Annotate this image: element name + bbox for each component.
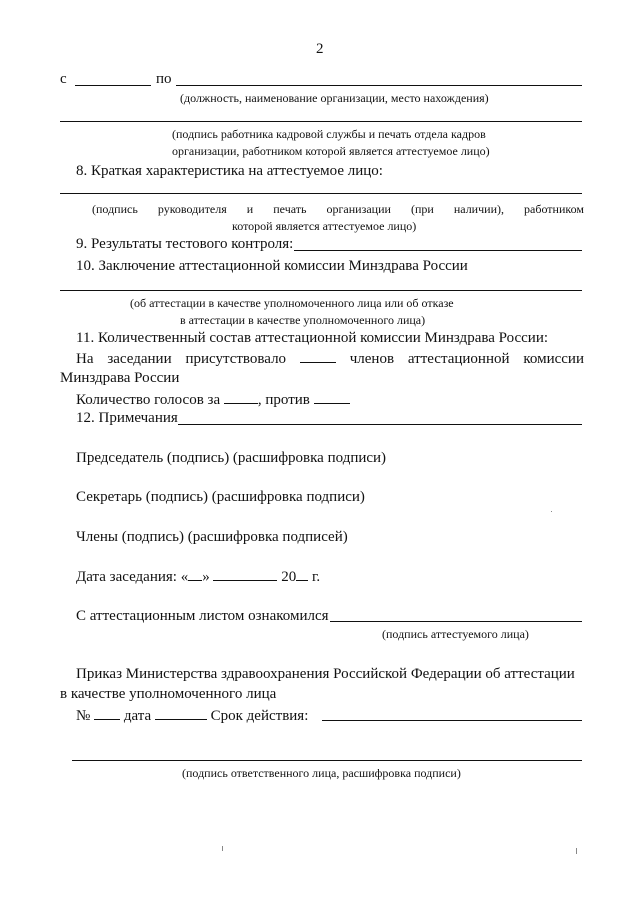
attended-line [76, 349, 584, 368]
position-field[interactable] [176, 85, 582, 86]
order-line1: Приказ Министерства здравоохранения Российской Федерации об аттестации [76, 666, 575, 682]
order-validity-field[interactable] [322, 720, 582, 721]
item-12-heading: 12. Примечания [76, 410, 178, 426]
votes-line [76, 390, 350, 409]
period-from-field[interactable] [75, 85, 151, 86]
caption-conclusion-line2: в аттестации в качестве уполномоченного лица) [180, 313, 426, 327]
order-line2: в качестве уполномоченного лица [60, 686, 277, 702]
secretary-signature: Секретарь (подпись) (расшифровка подписи) [76, 489, 365, 505]
characteristic-field[interactable] [60, 193, 582, 194]
scan-speck [222, 846, 223, 851]
caption-conclusion-line1: (об аттестации в качестве уполномоченного лица или об отказе [130, 296, 454, 310]
meeting-date-label: Дата заседания: « [76, 569, 189, 585]
page-number: 2 [316, 41, 324, 57]
meeting-year-suffix: г. [311, 569, 321, 585]
caption-head-word: (при [410, 202, 434, 216]
attended-word: На [76, 351, 94, 367]
meeting-date-close: » [202, 569, 210, 585]
meeting-year-prefix: 20 [281, 569, 297, 585]
responsible-signature-field[interactable] [72, 760, 582, 761]
attended-line2: Минздрава России [60, 370, 180, 386]
acquainted-signature-field[interactable] [330, 621, 582, 622]
caption-head-word: печать [273, 202, 307, 216]
acquainted-label: С аттестационным листом ознакомился [76, 608, 329, 624]
caption-head-word: наличии), [453, 202, 504, 216]
caption-head-word: (подпись [92, 202, 138, 216]
hr-signature-field[interactable] [60, 121, 582, 122]
members-signature: Члены (подпись) (расшифровка подписей) [76, 529, 348, 545]
item-10-heading: 10. Заключение аттестационной комиссии Минздрава России [76, 258, 468, 274]
meeting-day-field[interactable] [188, 567, 202, 581]
caption-head-word: руководителя [157, 202, 227, 216]
period-to-label: по [156, 71, 172, 87]
chairman-signature: Председатель (подпись) (расшифровка подписи) [76, 450, 387, 466]
caption-head-word: работником [524, 202, 584, 216]
votes-against-field[interactable] [314, 390, 350, 404]
caption-hr-line2: организации, работником которой является аттестуемое лицо) [172, 144, 490, 158]
votes-against-label: , против [257, 392, 310, 408]
test-results-field[interactable] [294, 250, 582, 251]
meeting-month-field[interactable] [213, 567, 277, 581]
caption-responsible: (подпись ответственного лица, расшифровка подписи) [182, 766, 461, 780]
scan-speck [551, 511, 552, 512]
attended-word: присутствовало [185, 351, 287, 367]
caption-head-word: и [246, 202, 254, 216]
order-number-label: № [76, 708, 91, 724]
votes-for-field[interactable] [224, 390, 258, 404]
caption-position: (должность, наименование организации, место нахождения) [180, 91, 489, 105]
order-validity-label: Срок действия: [210, 708, 309, 724]
scan-speck [576, 848, 577, 854]
conclusion-field[interactable] [60, 290, 582, 291]
caption-head-line2: которой является аттестуемое лицо) [232, 219, 417, 233]
attended-word: заседании [107, 351, 172, 367]
attended-count-field[interactable] [300, 349, 336, 363]
caption-head-line1 [92, 202, 584, 216]
meeting-year-field[interactable] [296, 567, 308, 581]
order-date-label: дата [123, 708, 152, 724]
notes-field[interactable] [178, 424, 582, 425]
item-11-heading: 11. Количественный состав аттестационной комиссии Минздрава России: [76, 330, 549, 346]
caption-attested: (подпись аттестуемого лица) [382, 627, 529, 641]
order-number-field[interactable] [94, 706, 120, 720]
item-8-heading: 8. Краткая характеристика на аттестуемое лицо: [76, 163, 383, 179]
caption-head-word: организации [326, 202, 391, 216]
order-details-line [76, 706, 308, 725]
order-date-field[interactable] [155, 706, 207, 720]
item-9-heading: 9. Результаты тестового контроля: [76, 236, 294, 252]
caption-hr-line1: (подпись работника кадровой службы и печать отдела кадров [172, 127, 486, 141]
attended-word: аттестационной [407, 351, 510, 367]
attended-word: комиссии [523, 351, 584, 367]
attended-word: членов [349, 351, 395, 367]
period-from-label: с [60, 71, 67, 87]
meeting-date-line [76, 567, 320, 586]
votes-label: Количество голосов за [76, 392, 221, 408]
